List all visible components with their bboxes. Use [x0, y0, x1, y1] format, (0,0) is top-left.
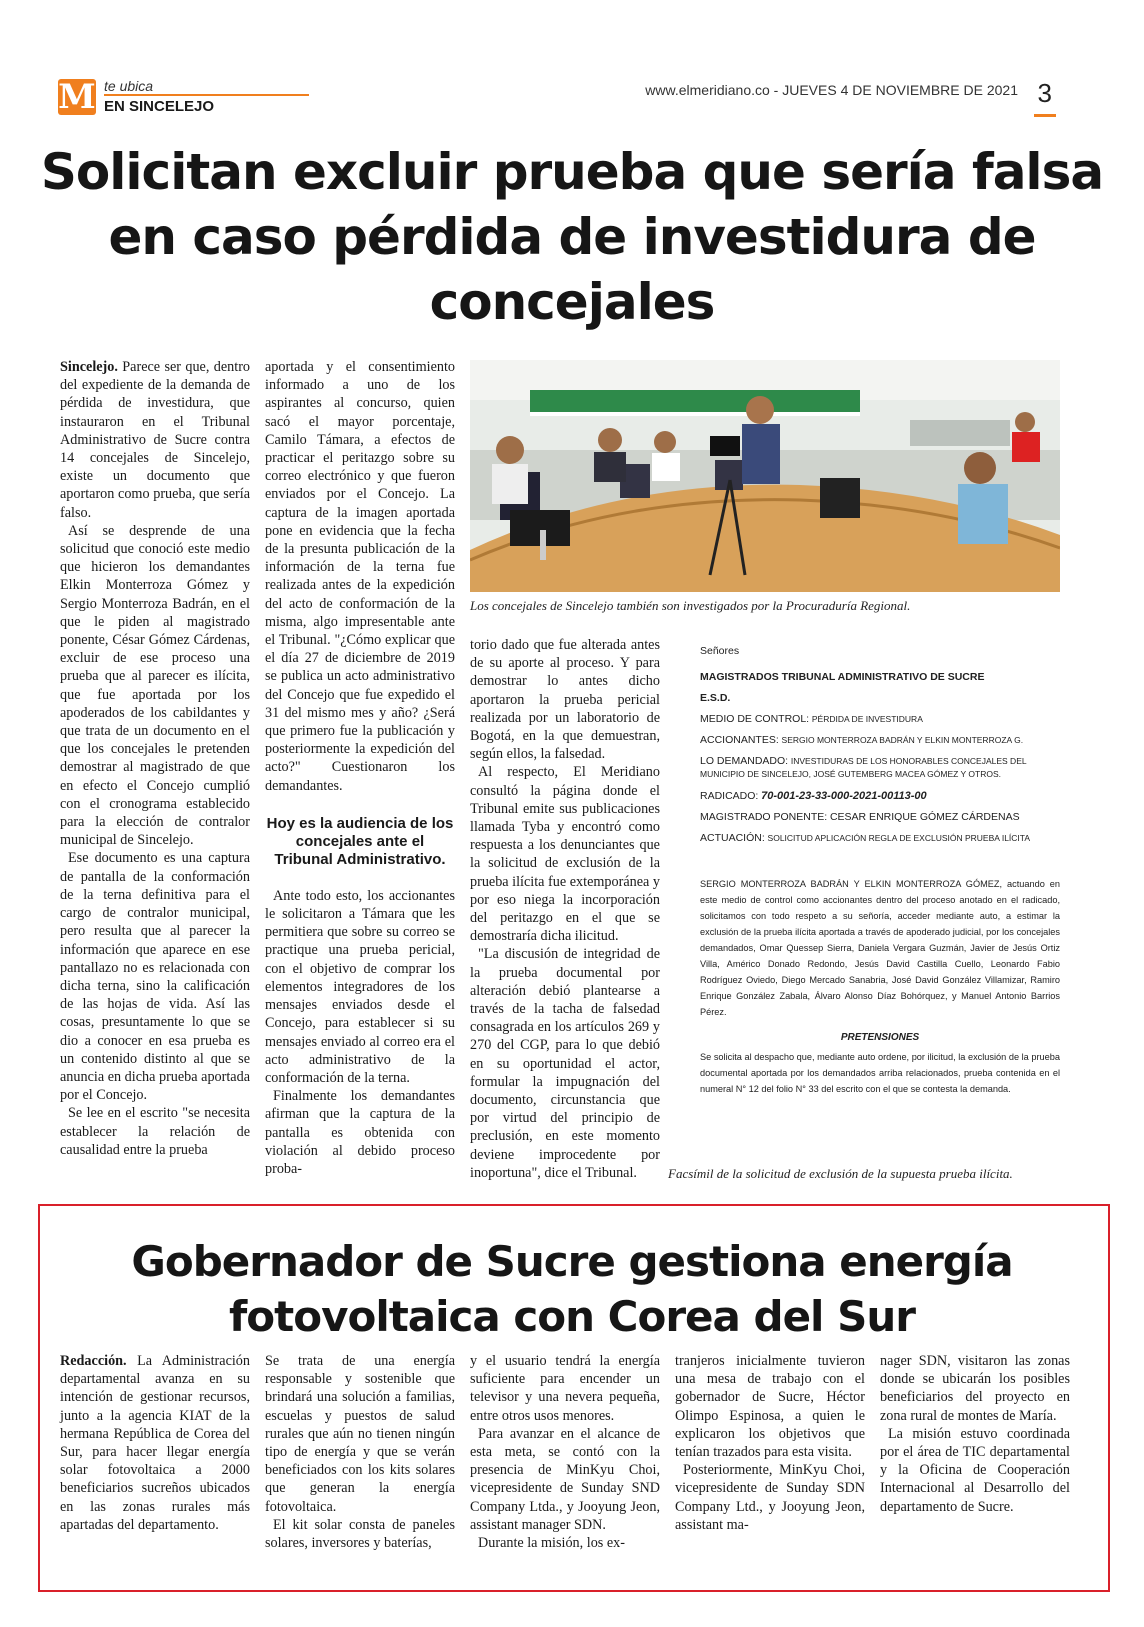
- fax-pretensiones-heading: PRETENSIONES: [840, 1032, 920, 1043]
- paragraph: tranjeros inicialmente tuvieron una mesa de trabajo con el gobernador de Sucre, Héctor Olimpo Espinosa, a quien le explicaron los objetivos que tenían trazados para esta visita.: [675, 1353, 865, 1461]
- fax-actuacion: ACTUACIÓN: SOLICITUD APLICACIÓN REGLA DE EXCLUSIÓN PRUEBA ILÍCITA: [700, 832, 1031, 844]
- paragraph: Posteriormente, MinKyu Choi, vicepresidente de Sunday SDN Company Ltd., y Jooyung Jeon, assistant ma-: [675, 1462, 865, 1533]
- dateline: www.elmeridiano.co - JUEVES 4 DE NOVIEMBRE DE 2021: [645, 82, 1018, 98]
- fax-pretensiones-body: Se solicita al despacho que, mediante auto ordene, por ilicitud, la exclusión de la prueba documental aportada por los demandados arriba relacionados, prueba contenida en el numeral N° 12 del folio N° 33 del escrito con el que se contesta la demanda.: [700, 1052, 1060, 1094]
- facsimile-document: [700, 645, 1060, 1097]
- logo: M: [58, 77, 96, 117]
- paragraph: Ese documento es una captura de pantalla de la conformación de la terna definitiva para el cargo de contralor municipal, pero resulta que al parecer la información que aparece en ese pantallazo no es relacionada con dicha terna, sino la calificación de las hojas de vida. Así las cosas, presuntamente lo que se dio a conocer en esa prueba es un contenido distinto al que se anuncia en dicha prueba aportada por el Concejo.: [60, 850, 250, 1104]
- paragraph: Redacción. La Administración departamental avanza en su intención de gestionar recursos, junto a la agencia KIAT de la hermana República de Corea del Sur, para hacer llegar energía solar fotovoltaica a 2000 beneficiarios sucreños ubicados en las zonas rurales más apartadas del departamento.: [60, 1353, 250, 1533]
- page-number: 3: [1037, 78, 1052, 108]
- article1-col3: [470, 636, 660, 1182]
- article2-col5: [880, 1352, 1070, 1516]
- facsimile-caption: Facsímil de la solicitud de exclusión de la supuesta prueba ilícita.: [668, 1166, 1013, 1181]
- article2-col3: [470, 1352, 660, 1552]
- lead-dateline: Sincelejo.: [60, 359, 118, 375]
- article2-col1: [60, 1352, 250, 1534]
- article1-headline: Solicitan excluir prueba que sería falsa en caso pérdida de investidura de concejales: [40, 143, 1104, 331]
- council-session-photo: [470, 360, 1060, 592]
- page-number-rule: [1034, 114, 1056, 117]
- paragraph: Así se desprende de una solicitud que conoció este medio que hicieron los demandantes Elkin Monterroza Gómez y Sergio Monterroza Badrán, en el que le piden al magistrado ponente, César Gómez Cárdenas, excluir de ese proceso una prueba que al parecer es ilícita, que fue aportada por los apoderados de los cabildantes y que trata de un documento en el que los concejales le pretenden demostrar al magistrado de que en efecto el Concejo cumplió con el cronograma establecido para la elección de contralor municipal de Sincelejo.: [60, 522, 250, 849]
- paragraph: "La discusión de integridad de la prueba documental por alteración debió plantearse a través de la tacha de falsedad consagrada en los artículos 269 y 270 del CGP, para lo que debió en su oportunidad el actor, formular la impugnación del documento, circunstancia que por virtud del principio de preclusión, en este momento deviene improcedente por inoportuna", dice el Tribunal.: [470, 946, 660, 1181]
- article2-headline: Gobernador de Sucre gestiona energía fotovoltaica con Corea del Sur: [131, 1237, 1013, 1341]
- section-name: EN SINCELEJO: [104, 98, 215, 115]
- paragraph: Al respecto, El Meridiano consultó la página donde el Tribunal emite sus publicaciones llamada Tyba y encontró como respuesta a los denunciantes que la solicitud de exclusión de la prueba ilícita fue extemporánea y por eso niega la incorporación del peritazgo en el que se demostraría dicha ilicitud.: [470, 764, 660, 945]
- paragraph: aportada y el consentimiento informado a uno de los aspirantes al concurso, quien sacó el mayor porcentaje, Camilo Támara, a efectos de practicar el peritazgo sobre su correo electrónico y que fueron enviados por el Concejo. La captura de la imagen aportada pone en evidencia que la fecha de la presunta publicación de la información de la terna fue realizada antes de la expedición del acto de conformación de la misma, algo impresentable ante el Tribunal. "¿Cómo explicar que el día 27 de diciembre de 2019 se publica un acto administrativo del Concejo que fue expedido el 31 del mismo mes y año? ¿Será que primero fue la publicación y posteriormente la expedición del acto?" Cuestionaron los demandantes.: [265, 359, 455, 794]
- fax-radicado: RADICADO: 70-001-23-33-000-2021-00113-00: [700, 790, 927, 802]
- paragraph: Se lee en el escrito "se necesita establecer la relación de causalidad entre la prueba: [60, 1105, 250, 1158]
- paragraph: La misión estuvo coordinada por el área de TIC departamental y la Oficina de Cooperación Internacional al Desarrollo del departamento de Sucre.: [880, 1425, 1070, 1515]
- fax-salutation: Señores: [700, 645, 740, 657]
- header-rule: [104, 94, 309, 96]
- lead-dateline: Redacción.: [60, 1353, 127, 1369]
- fax-accionantes: ACCIONANTES: SERGIO MONTERROZA BADRÁN Y ELKIN MONTERROZA G.: [700, 734, 1024, 746]
- paragraph: Finalmente los demandantes afirman que la captura de la pantalla es obtenida con violación al debido proceso proba-: [265, 1088, 455, 1177]
- paragraph: torio dado que fue alterada antes de su aporte al proceso. Y para demostrar lo antes dicho aportaron la prueba pericial realizada por un laboratorio de Bogotá, en la que demuestran, según ellos, la falsedad.: [470, 637, 660, 763]
- paragraph: Ante todo esto, los accionantes le solicitaron a Támara que les permitiera que sobre su correo se practique una prueba pericial, con el objetivo de comprar los elementos integradores de los mensajes enviados desde el Concejo, para establecer si su mensajes enviado al correo era el acto administrativo de la conformación de la terna.: [265, 887, 455, 1086]
- photo-illustration: [470, 360, 1060, 592]
- paragraph: Se trata de una energía responsable y sostenible que brindará una solución a familias, escuelas y puestos de salud rurales que aún no tienen ningún tipo de energía y que se verán beneficiados con los kits solares que generan la energía fotovoltaica.: [265, 1353, 455, 1515]
- fax-demandado: LO DEMANDADO: INVESTIDURAS DE LOS HONORABLES CONCEJALES DEL MUNICIPIO DE SINCELEJO, JOSÉ GUTEMBERG MACEA GÓMEZ Y OTROS.: [700, 755, 1027, 779]
- fax-recipient: MAGISTRADOS TRIBUNAL ADMINISTRATIVO DE SUCRE: [700, 671, 985, 683]
- paragraph: El kit solar consta de paneles solares, inversores y baterías,: [265, 1516, 455, 1552]
- subheading: Hoy es la audiencia de los concejales ante el Tribunal Administrativo.: [266, 814, 454, 868]
- paragraph: nager SDN, visitaron las zonas donde se ubicarán los posibles beneficiarios del proyecto en zona rural de montes de María.: [880, 1353, 1070, 1424]
- fax-medio: MEDIO DE CONTROL: PÉRDIDA DE INVESTIDURA: [700, 713, 923, 725]
- fax-body: SERGIO MONTERROZA BADRÁN Y ELKIN MONTERROZA GÓMEZ, actuando en este medio de control como accionantes dentro del proceso anotado en el radicado, solicitamos con todo respeto a su señoría, acceder mediante auto, a estimar la exclusión de la prueba ilícita aportada a través de apoderado judicial, por los concejales demandados, Omar Quessep Sierra, Daniela Vergara Guzmán, Javier de Jesús Ortiz Villa, Américo Donado Redondo, Jesús David Castilla Cuello, Leonardo Fabio Rodríguez Oviedo, Diego Mercado Sanabria, José David González Villamizar, Ramiro Enrique González Zabala, Álvaro Alonso Díaz Bohórquez, y Manuel Antonio Barrios Pérez.: [700, 879, 1060, 1017]
- article2-col2: [265, 1352, 455, 1552]
- photo-caption: Los concejales de Sincelejo también son investigados por la Procuraduría Regional.: [470, 598, 911, 613]
- article1-col1: [60, 358, 250, 1159]
- fax-esd: E.S.D.: [700, 692, 731, 704]
- paragraph: Durante la misión, los ex-: [478, 1535, 625, 1552]
- article2-col4: [675, 1352, 865, 1534]
- paragraph: Para avanzar en el alcance de esta meta, se contó con la presencia de MinKyu Choi, vicepresidente de Sunday SND Company Ltda., y Jooyung Jeon, assistant manager SDN.: [470, 1425, 660, 1533]
- fax-ponente: MAGISTRADO PONENTE: CESAR ENRIQUE GÓMEZ CÁRDENAS: [700, 811, 1020, 823]
- section-kicker: te ubica: [104, 78, 154, 94]
- paragraph: y el usuario tendrá la energía suficiente para encender un televisor y una nevera pequeña, entre otros usos menores.: [470, 1353, 660, 1424]
- paragraph: Sincelejo. Parece ser que, dentro del expediente de la demanda de pérdida de investidura, que instauraron en el Tribunal Administrativo de Sucre contra 14 concejales de Sincelejo, existe un documento que aportaron como prueba, que sería falso.: [60, 359, 251, 521]
- article1-col2: [265, 358, 455, 1178]
